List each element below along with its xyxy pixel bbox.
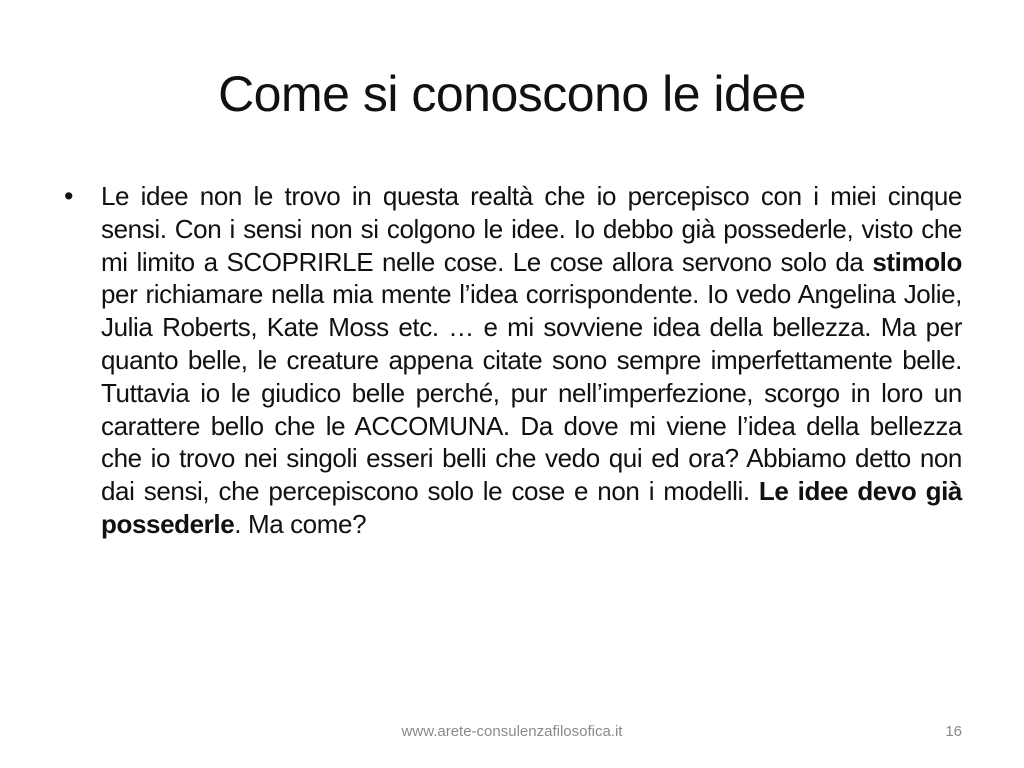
- body-text-segment: Le idee non le trovo in questa realtà che io percepisco con i miei cinque sensi. Con i sensi non si colgono le idee. Io debbo già possederle, visto che mi limito a SCOPRIRLE nelle cose. Le cose allora servono solo da: [101, 181, 962, 277]
- bullet-item: [64, 180, 962, 541]
- bold-text-idee: Le idee devo già possederle: [101, 476, 962, 539]
- page-number: 16: [945, 723, 962, 740]
- bullet-icon: •: [64, 181, 74, 211]
- bold-text-stimolo: stimolo: [872, 246, 962, 277]
- body-text-segment: . Ma come?: [234, 508, 367, 539]
- slide-content: [64, 180, 962, 541]
- slide-title: Come si conoscono le idee: [218, 66, 806, 122]
- body-text-segment: per richiamare nella mia mente l’idea corrispondente. Io vedo Angelina Jolie, Julia Roberts, Kate Moss etc. … e mi sovviene idea della bellezza. Ma per quanto belle, le creature appena citate sono sempre imperfettamente belle. Tuttavia io le giudico belle perché, pur nell’imperfezione, scorgo in loro un carattere bello che le ACCOMUNA. Da dove mi viene l’idea della bellezza che io trovo nei singoli esseri belli che vedo qui ed ora? Abbiamo detto non dai sensi, che percepiscono solo le cose e non i modelli.: [101, 279, 962, 507]
- footer-url: www.arete-consulenzafilosofica.it: [401, 723, 623, 740]
- bullet-text: [101, 180, 962, 541]
